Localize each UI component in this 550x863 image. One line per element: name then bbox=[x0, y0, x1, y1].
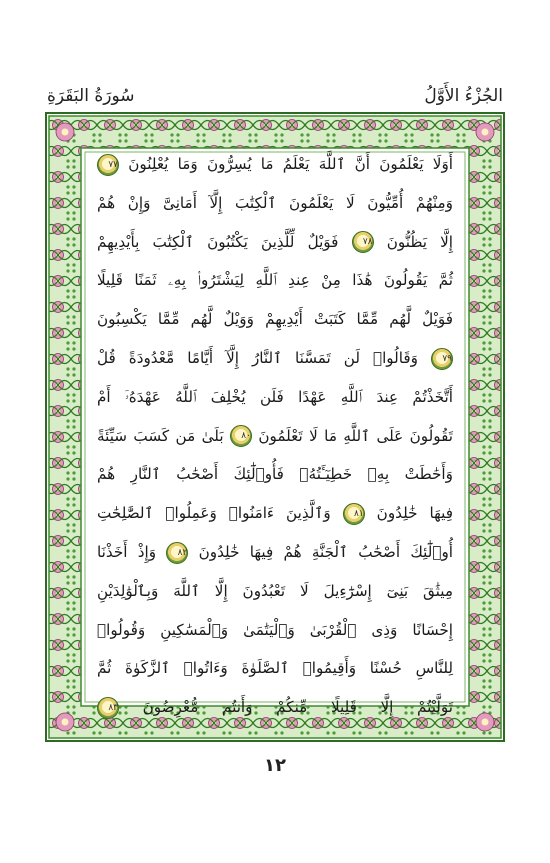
verse-line bbox=[97, 305, 453, 333]
verse-line bbox=[97, 499, 453, 527]
verse-text: ثُمَّ يَقُولُونَ هَٰذَا مِنْ عِندِ ٱللَّهِ لِيَشْتَرُوا۟ بِهِۦ ثَمَنًا قَلِيلًا bbox=[97, 271, 453, 290]
verse-text: تَوَلَّيْتُمْ إِلَّا قَلِيلًا مِّنكُمْ وَأَنتُم مُّعْرِضُونَ bbox=[142, 698, 453, 717]
verse-text: فِيهَا خَٰلِدُونَ bbox=[376, 504, 454, 523]
verse-text: وَإِذْ أَخَذْنَا bbox=[97, 543, 157, 561]
verse-line bbox=[97, 422, 453, 450]
ayah-number-marker: ٧٧ bbox=[97, 154, 119, 176]
verse-text: أَوَلَا يَعْلَمُونَ أَنَّ ٱللَّهَ يَعْلَمُ مَا يُسِرُّونَ وَمَا يُعْلِنُونَ bbox=[128, 155, 454, 173]
page-number: ١٢ bbox=[264, 755, 286, 776]
ayah-number-marker: ٧٨ bbox=[352, 231, 374, 253]
ayah-number-marker: ٨٣ bbox=[97, 697, 119, 719]
verse-line bbox=[97, 577, 453, 605]
verse-line bbox=[97, 693, 453, 721]
verse-text: وَمِنْهُمْ أُمِّيُّونَ لَا يَعْلَمُونَ ٱلْكِتَٰبَ إِلَّآ أَمَانِىَّ وَإِنْ هُمْ bbox=[97, 193, 453, 212]
verse-text: إِحْسَانًا وَذِى ٱلْقُرْبَىٰ وَٱلْيَتَٰمَىٰ وَٱلْمَسَٰكِينِ وَقُولُوا۟ bbox=[97, 620, 453, 639]
ayah-number-marker: ٨١ bbox=[343, 503, 365, 525]
verse-line bbox=[97, 538, 453, 566]
ayah-number-marker: ٨٢ bbox=[166, 542, 188, 564]
verse-text: أَتَّخَذْتُمْ عِندَ ٱللَّهِ عَهْدًا فَلَن يُخْلِفَ ٱللَّهُ عَهْدَهُۥٓ أَمْ bbox=[97, 387, 453, 406]
juz-name-header: الجُزْءُ الأَوَّلُ bbox=[424, 86, 503, 106]
verse-text: بَلَىٰ مَن كَسَبَ سَيِّئَةً bbox=[97, 426, 224, 445]
verse-line bbox=[97, 189, 453, 217]
verse-text: فَوَيْلٌ لَّهُم مِّمَّا كَتَبَتْ أَيْدِيهِمْ وَوَيْلٌ لَّهُم مِّمَّا يَكْسِبُونَ bbox=[97, 310, 453, 329]
verse-text: مِيثَٰقَ بَنِىٓ إِسْرَٰٓءِيلَ لَا تَعْبُدُونَ إِلَّا ٱللَّهَ وَبِٱلْوَٰلِدَيْنِ bbox=[97, 581, 453, 600]
verse-text: فَوَيْلٌ لِّلَّذِينَ يَكْتُبُونَ ٱلْكِتَٰبَ بِأَيْدِيهِمْ bbox=[97, 232, 339, 251]
verse-text: إِلَّا يَظُنُّونَ bbox=[386, 232, 454, 251]
verse-line bbox=[97, 383, 453, 411]
verse-line bbox=[97, 228, 453, 256]
verse-text: وَأَحَٰطَتْ بِهِۦ خَطِيٓـَٔتُهُۥ فَأُو۟لَٰٓئِكَ أَصْحَٰبُ ٱلنَّارِ هُمْ bbox=[97, 465, 453, 484]
verse-line bbox=[97, 654, 453, 682]
verse-text: وَٱلَّذِينَ ءَامَنُوا۟ وَعَمِلُوا۟ ٱلصَّٰلِحَٰتِ bbox=[97, 504, 331, 523]
verse-text: وَقَالُوا۟ لَن تَمَسَّنَا ٱلنَّارُ إِلَّآ أَيَّامًا مَّعْدُودَةً قُلْ bbox=[97, 349, 418, 367]
verse-line bbox=[97, 266, 453, 294]
verse-text: أُو۟لَٰٓئِكَ أَصْحَٰبُ ٱلْجَنَّةِ هُمْ فِيهَا خَٰلِدُونَ bbox=[198, 543, 453, 561]
verse-line bbox=[97, 616, 453, 644]
ayah-number-marker: ٧٩ bbox=[431, 348, 453, 370]
verse-line bbox=[97, 150, 453, 178]
verse-text-area bbox=[97, 150, 453, 732]
verse-line bbox=[97, 344, 453, 372]
ayah-number-marker: ٨٠ bbox=[230, 425, 252, 447]
verse-text: لِلنَّاسِ حُسْنًا وَأَقِيمُوا۟ ٱلصَّلَوٰةَ وَءَاتُوا۟ ٱلزَّكَوٰةَ ثُمَّ bbox=[97, 659, 453, 678]
surah-name-header: سُورَةُ البَقَرَةِ bbox=[47, 86, 135, 106]
verse-text: تَقُولُونَ عَلَى ٱللَّهِ مَا لَا تَعْلَمُونَ bbox=[258, 426, 453, 445]
verse-line bbox=[97, 460, 453, 488]
